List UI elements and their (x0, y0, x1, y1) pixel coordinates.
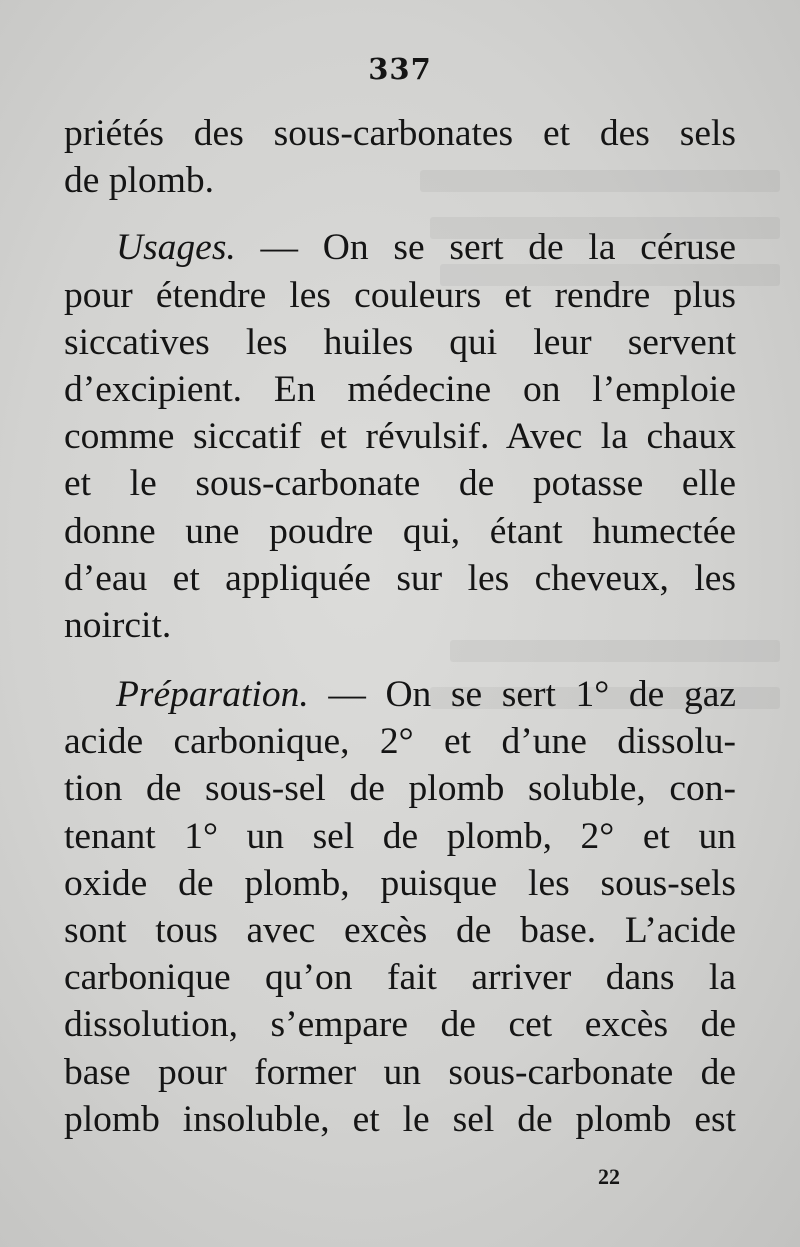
text-line: d’excipient. En médecine on l’emploie (64, 368, 736, 410)
continuation-paragraph (64, 110, 736, 204)
text-line: de plomb. (64, 160, 214, 202)
text-line: d’eau et appliquée sur les cheveux, les (64, 557, 736, 599)
text-line: tion de sous-sel de plomb soluble, con- (64, 768, 736, 810)
text-line: dissolution, s’empare de cet excès de (64, 1004, 736, 1046)
text-line (64, 671, 736, 718)
text-line (64, 224, 736, 271)
text-line: et le sous-carbonate de potasse elle (64, 463, 736, 505)
preparation-first-line: — On se sert 1° de gaz (308, 674, 736, 716)
text-line: acide carbonique, 2° et d’une dissolu- (64, 721, 736, 763)
text-line: carbonique qu’on fait arriver dans la (64, 957, 736, 999)
text-line: oxide de plomb, puisque les sous-sels (64, 862, 736, 904)
usages-first-line: — On se sert de la céruse (235, 227, 736, 269)
signature-mark: 22 (598, 1164, 620, 1189)
text-line: plomb insoluble, et le sel de plomb est (64, 1098, 736, 1140)
text-line: siccatives les huiles qui leur servent (64, 321, 736, 363)
preparation-label: Préparation. (116, 674, 309, 716)
usages-label: Usages. (116, 227, 236, 269)
page-number: 337 (368, 52, 432, 86)
text-line: sont tous avec excès de base. L’acide (64, 910, 736, 951)
usages-paragraph (64, 224, 736, 649)
text-line: priétés des sous-carbonates et des sels (64, 113, 736, 154)
text-body (64, 110, 736, 1143)
text-line: pour étendre les couleurs et rendre plus (64, 274, 736, 316)
text-line: noircit. (64, 604, 172, 646)
text-line: comme siccatif et révulsif. Avec la chaux (64, 416, 736, 458)
text-line: tenant 1° un sel de plomb, 2° et un (64, 815, 736, 857)
text-line: base pour former un sous-carbonate de (64, 1051, 736, 1093)
text-line: donne une poudre qui, étant humectée (64, 510, 736, 552)
preparation-paragraph (64, 671, 736, 1143)
